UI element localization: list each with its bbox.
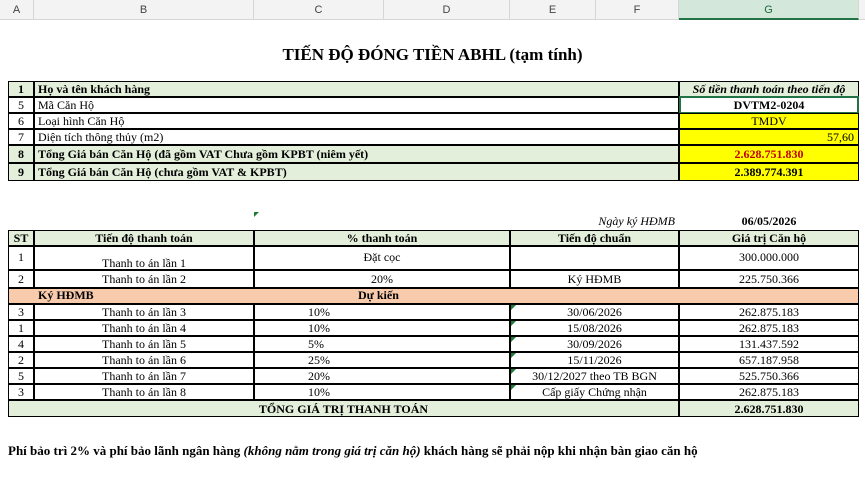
info-label-loai-hinh[interactable]: Loại hình Căn Hộ — [34, 113, 679, 129]
info-row-no[interactable]: 5 — [8, 97, 34, 113]
schedule-standard[interactable]: 15/08/2026 — [510, 320, 679, 336]
schedule-percent[interactable]: 25% — [254, 352, 510, 368]
info-label-tong-gia-no-vat[interactable]: Tổng Giá bán Căn Hộ (chưa gồm VAT & KPBT) — [34, 163, 679, 181]
schedule-st[interactable]: 1 — [8, 246, 34, 270]
cell-note-marker — [511, 353, 516, 358]
schedule-st[interactable]: 5 — [8, 368, 34, 384]
schedule-value[interactable]: 300.000.000 — [679, 246, 859, 270]
schedule-value[interactable]: 262.875.183 — [679, 304, 859, 320]
schedule-value[interactable]: 525.750.366 — [679, 368, 859, 384]
schedule-standard[interactable] — [510, 246, 679, 270]
info-header-label[interactable]: Họ và tên khách hàng — [34, 81, 679, 97]
schedule-st[interactable]: 2 — [8, 270, 34, 288]
schedule-value[interactable]: 262.875.183 — [679, 320, 859, 336]
schedule-percent[interactable]: Đặt cọc — [254, 246, 510, 270]
schedule-percent[interactable]: 5% — [254, 336, 510, 352]
note-text: Phí bảo trì 2% và phí bảo lãnh ngân hàng — [8, 443, 244, 458]
schedule-standard[interactable]: Cấp giấy Chứng nhận — [510, 384, 679, 400]
cell-note-marker — [511, 337, 516, 342]
schedule-header-value[interactable]: Giá trị Căn hộ — [679, 230, 859, 246]
column-header-f[interactable]: F — [596, 0, 679, 20]
schedule-st[interactable]: 3 — [8, 304, 34, 320]
schedule-progress[interactable]: Thanh to án lần 4 — [34, 320, 254, 336]
total-price-novat-cell[interactable]: 2.389.774.391 — [679, 163, 859, 181]
schedule-standard[interactable]: 30/09/2026 — [510, 336, 679, 352]
schedule-value[interactable]: 657.187.958 — [679, 352, 859, 368]
schedule-header-st[interactable]: ST — [8, 230, 34, 246]
schedule-standard[interactable]: 30/12/2027 theo TB BGN — [510, 368, 679, 384]
schedule-st[interactable]: 1 — [8, 320, 34, 336]
info-header-right[interactable]: Số tiền thanh toán theo tiến độ — [679, 81, 859, 97]
contract-date-label[interactable]: Ngày ký HĐMB — [598, 214, 675, 228]
info-header-no[interactable]: 1 — [8, 81, 34, 97]
info-row-no[interactable]: 7 — [8, 129, 34, 145]
schedule-progress[interactable]: Thanh to án lần 8 — [34, 384, 254, 400]
note-text-end: khách hàng sẽ phải nộp khi nhận bàn giao căn hộ — [420, 443, 698, 458]
column-header-a[interactable]: A — [0, 0, 34, 20]
info-label-dien-tich[interactable]: Diện tích thông thủy (m2) — [34, 129, 679, 145]
cell-note-marker — [511, 369, 516, 374]
schedule-progress[interactable]: Thanh to án lần 3 — [34, 304, 254, 320]
schedule-standard[interactable]: 30/06/2026 — [510, 304, 679, 320]
schedule-standard[interactable]: 15/11/2026 — [510, 352, 679, 368]
column-header-e[interactable]: E — [510, 0, 596, 20]
schedule-percent[interactable]: 10% — [254, 384, 510, 400]
schedule-progress[interactable]: Thanh to án lần 2 — [34, 270, 254, 288]
schedule-st[interactable]: 2 — [8, 352, 34, 368]
contract-date-value[interactable]: 06/05/2026 — [741, 214, 797, 228]
schedule-header-standard[interactable]: Tiến độ chuẩn — [510, 230, 679, 246]
schedule-percent[interactable]: 20% — [254, 368, 510, 384]
schedule-header-progress[interactable]: Tiến độ thanh toán — [34, 230, 254, 246]
schedule-percent[interactable]: 10% — [254, 320, 510, 336]
area-cell[interactable]: 57,60 — [679, 129, 859, 145]
info-label-tong-gia-vat[interactable]: Tổng Giá bán Căn Hộ (đã gồm VAT Chưa gồm KPBT (niêm yết) — [34, 145, 679, 163]
apartment-type-cell[interactable]: TMDV — [679, 113, 859, 129]
info-row-no[interactable]: 6 — [8, 113, 34, 129]
info-label-ma-can-ho[interactable]: Mã Căn Hộ — [34, 97, 679, 113]
cell-note-marker — [511, 385, 516, 390]
info-row-no[interactable]: 8 — [8, 145, 34, 163]
cell-note-marker — [511, 305, 516, 310]
section-label-du-kien[interactable]: Dự kiến — [358, 288, 399, 302]
schedule-header-percent[interactable]: % thanh toán — [254, 230, 510, 246]
schedule-progress[interactable]: Thanh to án lần 7 — [34, 368, 254, 384]
total-value[interactable]: 2.628.751.830 — [679, 400, 859, 417]
column-header-c[interactable]: C — [254, 0, 384, 20]
column-header-bar — [0, 0, 865, 20]
schedule-st[interactable]: 4 — [8, 336, 34, 352]
cell-note-marker — [511, 321, 516, 326]
column-header-g[interactable]: G — [679, 0, 859, 20]
schedule-progress[interactable]: Thanh to án lần 6 — [34, 352, 254, 368]
schedule-value[interactable]: 262.875.183 — [679, 384, 859, 400]
column-header-b[interactable]: B — [34, 0, 254, 20]
info-row-no[interactable]: 9 — [8, 163, 34, 181]
cell-note-marker — [254, 212, 259, 217]
schedule-percent[interactable]: 10% — [254, 304, 510, 320]
schedule-percent[interactable]: 20% — [254, 270, 510, 288]
total-label[interactable]: TỔNG GIÁ TRỊ THANH TOÁN — [8, 400, 679, 417]
apartment-code-cell[interactable]: DVTM2-0204 — [679, 96, 859, 114]
schedule-st[interactable]: 3 — [8, 384, 34, 400]
sheet-title[interactable]: TIẾN ĐỘ ĐÓNG TIỀN ABHL (tạm tính) — [282, 45, 583, 64]
schedule-value[interactable]: 131.437.592 — [679, 336, 859, 352]
total-price-vat-cell[interactable]: 2.628.751.830 — [679, 145, 859, 163]
note-italic-text: (không nằm trong giá trị căn hộ) — [243, 443, 421, 458]
schedule-standard[interactable]: Ký HĐMB — [510, 270, 679, 288]
schedule-progress[interactable]: Thanh to án lần 5 — [34, 336, 254, 352]
schedule-progress[interactable]: Thanh to án lần 1 — [34, 246, 254, 270]
footer-note[interactable] — [8, 443, 698, 459]
schedule-value[interactable]: 225.750.366 — [679, 270, 859, 288]
section-label-ky-hdmb[interactable]: Ký HĐMB — [38, 288, 94, 302]
column-header-d[interactable]: D — [384, 0, 510, 20]
